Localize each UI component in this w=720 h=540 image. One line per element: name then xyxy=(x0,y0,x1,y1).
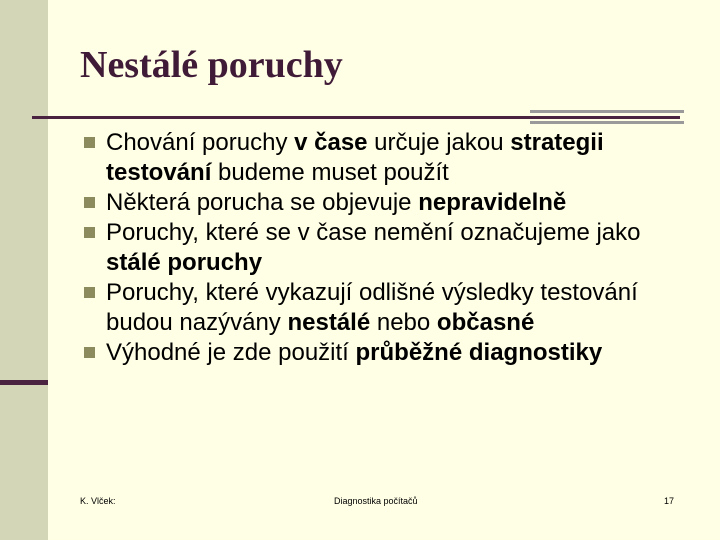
title-rule-grey-top xyxy=(530,110,684,113)
bullet-text-bold: nepravidelně xyxy=(418,189,567,216)
bullet-text-bold: v čase xyxy=(294,129,368,156)
bullet-item xyxy=(84,278,694,338)
bullet-text-bold: průběžné diagnostiky xyxy=(355,339,603,366)
footer-author: K. Vlček: xyxy=(80,496,116,506)
bullet-list xyxy=(84,128,694,368)
title-rule-grey-bottom xyxy=(530,121,684,124)
title-rule xyxy=(32,116,680,119)
bullet-item xyxy=(84,188,694,218)
square-bullet-icon xyxy=(84,137,95,148)
bullet-text-bold: občasné xyxy=(436,309,535,336)
bullet-text: Poruchy, které se v čase nemění označujeme jako xyxy=(106,219,641,246)
slide-title: Nestálé poruchy xyxy=(80,44,343,86)
square-bullet-icon xyxy=(84,287,95,298)
footer-course: Diagnostika počítačů xyxy=(334,496,418,506)
bullet-item xyxy=(84,128,694,188)
bullet-text-bold: stálé poruchy xyxy=(106,249,263,276)
bullet-text: Poruchy, které vykazují odlišné výsledky testování budou nazývány xyxy=(106,279,638,336)
bullet-text: Chování poruchy xyxy=(106,129,295,156)
bullet-item xyxy=(84,338,694,368)
bullet-text: budeme muset použít xyxy=(211,159,449,186)
square-bullet-icon xyxy=(84,347,95,358)
square-bullet-icon xyxy=(84,227,95,238)
bullet-item xyxy=(84,218,694,278)
sidebar-band xyxy=(0,0,48,540)
bullet-text-bold: strategii testování xyxy=(106,129,604,186)
footer-page-number: 17 xyxy=(664,496,675,506)
bullet-text: Výhodné je zde použití xyxy=(106,339,356,366)
bullet-text: nebo xyxy=(370,309,437,336)
bullet-text-bold: nestálé xyxy=(287,309,371,336)
bullet-text: Některá porucha se objevuje xyxy=(106,189,419,216)
square-bullet-icon xyxy=(84,197,95,208)
bullet-text: určuje jakou xyxy=(367,129,511,156)
sidebar-accent-mark xyxy=(0,380,48,385)
